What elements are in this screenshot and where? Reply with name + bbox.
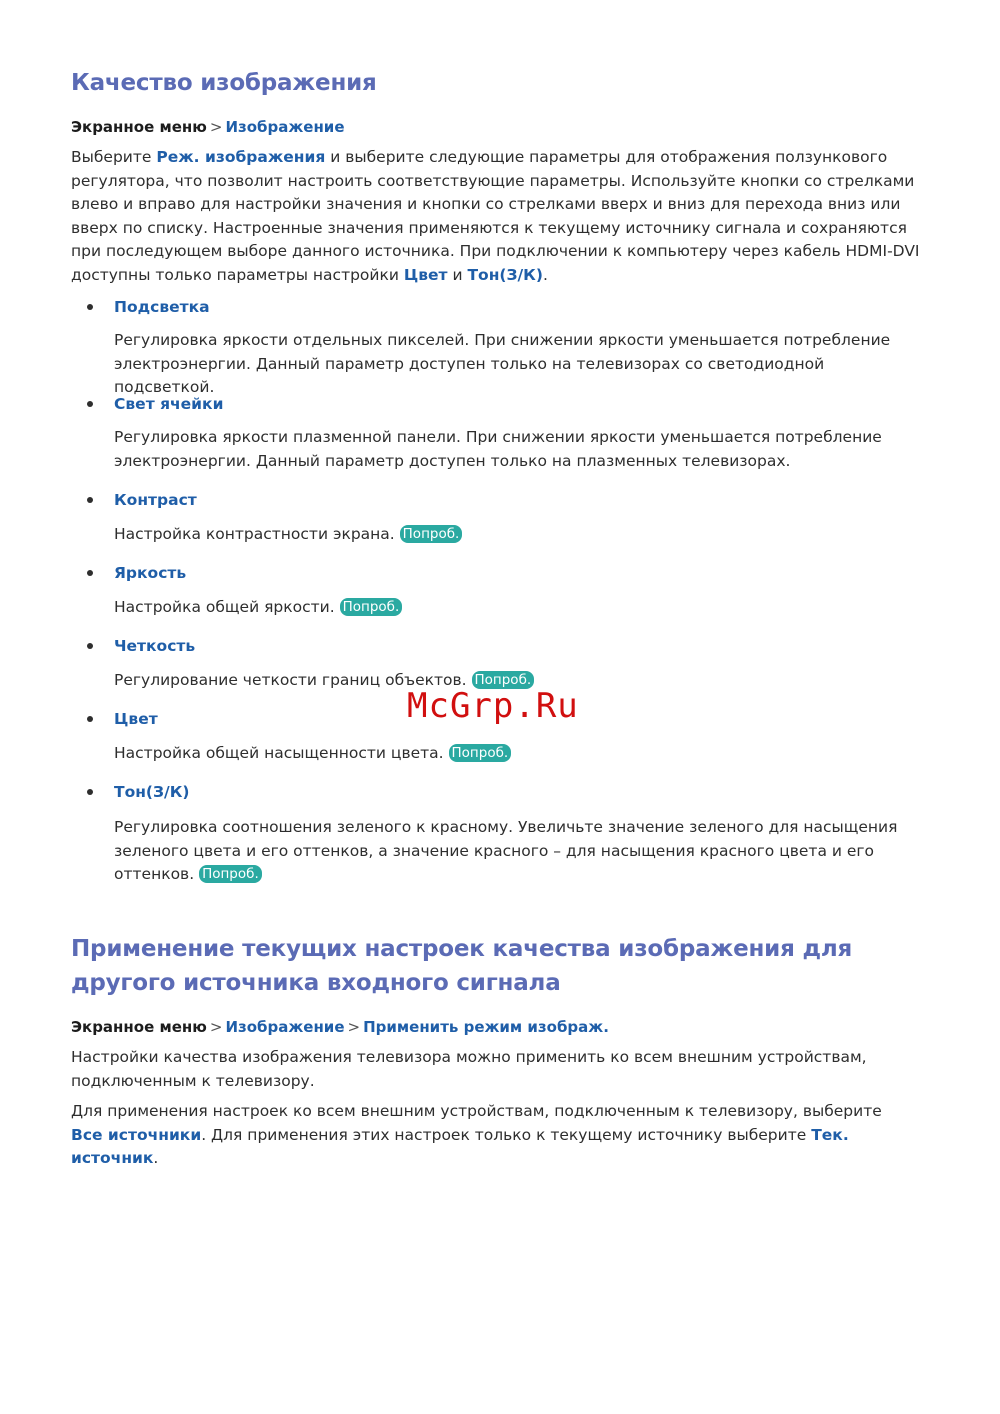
item-description-text: Настройка общей яркости. [114,598,335,616]
link-current-source[interactable]: Тек. источник [71,1125,849,1167]
link-all-sources[interactable]: Все источники [71,1125,202,1144]
bullet-icon [87,643,93,649]
try-now-button[interactable]: Попроб. [199,865,262,883]
menu-path-link-picture[interactable]: Изображение [225,1018,345,1036]
item-term-cell-light[interactable]: Свет ячейки [114,395,224,413]
bullet-icon [87,789,93,795]
intro-text-3: и [447,265,468,284]
item-description-text: Настройка общей насыщенности цвета. [114,744,444,762]
item-description-text: Регулирование четкости границ объектов. [114,671,467,689]
try-now-button[interactable]: Попроб. [472,671,535,689]
try-now-button[interactable]: Попроб. [449,744,512,762]
menu-path-link-picture[interactable]: Изображение [225,118,345,136]
item-term-contrast[interactable]: Контраст [114,491,197,509]
apply-paragraph-2 [71,1100,891,1171]
try-now-button[interactable]: Попроб. [400,525,463,543]
link-picture-mode[interactable]: Реж. изображения [156,148,326,166]
item-term-sharpness[interactable]: Четкость [114,637,196,655]
item-term-tint[interactable]: Тон(З/К) [114,783,190,801]
bullet-icon [87,570,93,576]
item-description: Регулировка яркости плазменной панели. При снижении яркости уменьшается потребление электроэнергии. Данный параметр доступен только на плазменных телевизорах. [114,428,882,470]
item-description-text: Регулировка соотношения зеленого к красному. Увеличьте значение зеленого для насыщения зеленого цвета и его оттенков, а значение красного – для насыщения красного цвета и его оттенков. [114,818,898,883]
intro-text-4: . [542,265,548,284]
menu-path [71,117,345,137]
apply-paragraph-1: Настройки качества изображения телевизора можно применить ко всем внешним устройствам, подключенным к телевизору. [71,1048,867,1090]
try-now-button[interactable]: Попроб. [340,598,403,616]
item-description-text: Настройка контрастности экрана. [114,525,395,543]
menu-path [71,1017,609,1037]
menu-path-root: Экранное меню [71,1018,207,1036]
apply-text-3: . [153,1149,159,1167]
menu-path-separator: > [209,1018,223,1036]
menu-path-root: Экранное меню [71,118,207,136]
section-title-apply-picture-mode: Применение текущих настроек качества изображения для другого источника входного сигнала [71,936,853,996]
item-term-color[interactable]: Цвет [114,710,158,728]
item-description: Регулировка яркости отдельных пикселей. При снижении яркости уменьшается потребление электроэнергии. Данный параметр доступен только на телевизорах со светодиодной подсветкой. [114,331,891,396]
item-description [114,816,914,887]
item-term-brightness[interactable]: Яркость [114,564,187,582]
apply-text-1: Для применения настроек ко всем внешним устройствам, подключенным к телевизору, выберите [71,1102,882,1120]
item-description [114,742,914,766]
bullet-icon [87,304,93,310]
menu-path-separator: > [347,1018,361,1036]
menu-path-link-apply-mode[interactable]: Применить режим изображ. [363,1018,609,1036]
bullet-icon [87,497,93,503]
intro-paragraph [71,146,936,287]
item-description [114,523,914,547]
section-title-picture-quality: Качество изображения [71,70,377,96]
item-term-backlight[interactable]: Подсветка [114,298,210,316]
item-description [114,596,914,620]
link-color[interactable]: Цвет [403,265,448,284]
menu-path-separator: > [209,118,223,136]
bullet-icon [87,716,93,722]
link-tint[interactable]: Тон(З/К) [467,265,543,284]
apply-text-2: . Для применения этих настроек только к текущему источнику выберите [201,1125,812,1144]
bullet-icon [87,401,93,407]
watermark: McGrp.Ru [407,686,579,726]
intro-text-1: Выберите [71,148,157,166]
intro-text-2: и выберите следующие параметры для отображения ползункового регулятора, что позволит настроить соответствующие параметры. Используйте кнопки со стрелками влево и вправо для настройки значения и кнопки со стрелками вверх и вниз для перехода вниз или вверх по списку. Настроенные значения применяются к текущему источнику сигнала и сохраняются при последующем выборе данного источника. При подключении к компьютеру через кабель HDMI-DVI доступны только параметры настройки [71,148,920,284]
